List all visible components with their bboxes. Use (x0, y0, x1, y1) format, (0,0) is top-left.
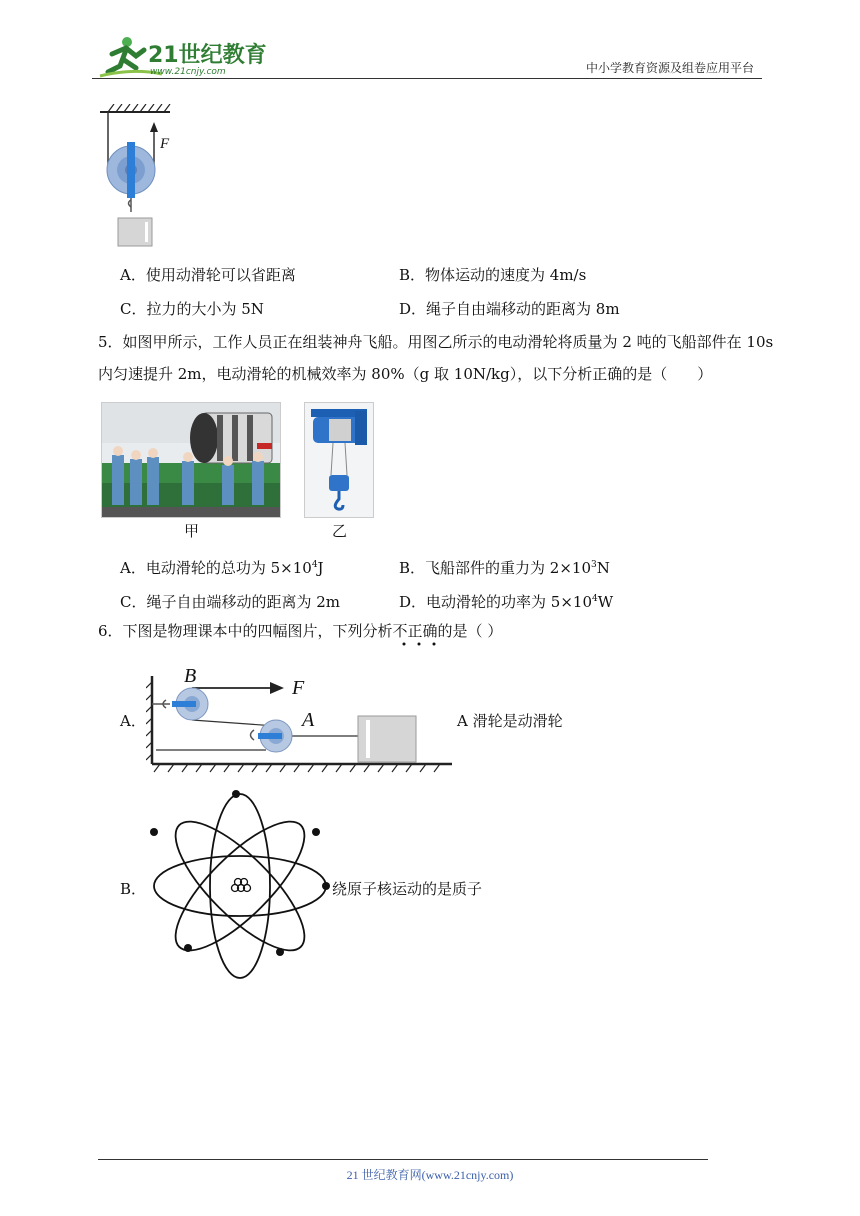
q5-stem-line2: 内匀速提升 2m，电动滑轮的机械效率为 80%（g 取 10N/kg），以下分析正确的是（ ） (98, 365, 713, 383)
q4-force-label: F (160, 136, 170, 152)
q6-force-f-label: F (292, 677, 305, 699)
q4-option-b: B．物体运动的速度为 4m/s (399, 266, 587, 284)
q6-b-label: B． (120, 880, 147, 898)
q5-caption-jia: 甲 (184, 522, 200, 540)
header-divider (92, 78, 762, 79)
q4-pulley-figure (98, 104, 188, 252)
logo-runner-icon (92, 32, 272, 80)
q5-stem-line1: 5．如图甲所示，工作人员正在组装神舟飞船。用图乙所示的电动滑轮将质量为 2 吨的飞船部件在 10s (98, 333, 774, 351)
q6-emphasis-dots (400, 641, 440, 647)
q5-option-c: C．绳子自由端移动的距离为 2m (120, 593, 341, 611)
site-logo (92, 32, 272, 80)
q5-option-d: D．电动滑轮的功率为 $5\times 10^4W$ (399, 593, 614, 611)
q5-caption-yi: 乙 (332, 522, 348, 540)
footer-divider (98, 1159, 708, 1160)
header-platform-text: 中小学教育资源及组卷应用平台 (585, 61, 754, 75)
q5-photo-electric-hoist (304, 402, 374, 518)
q6-a-pulley-diagram (146, 660, 456, 776)
footer-site-link[interactable]: 21 世纪教育网(www.21cnjy.com) (346, 1168, 514, 1182)
q5-option-a: A．电动滑轮的总功为 $5\times 10^4J$ (120, 559, 324, 577)
q6-b-text: 绕原子核运动的是质子 (332, 880, 483, 898)
q5-option-b: B．飞船部件的重力为 $2\times 10^3N$ (399, 559, 610, 577)
q6-b-atom-diagram (146, 788, 332, 984)
svg-text:21世纪教育: 21世纪教育 (148, 43, 267, 68)
q6-a-text: A 滑轮是动滑轮 (457, 712, 563, 730)
q6-a-label: A． (120, 712, 146, 730)
q4-option-c: C．拉力的大小为 5N (120, 300, 264, 318)
q6-pulley-a-label: A (302, 709, 315, 731)
q4-option-d: D．绳子自由端移动的距离为 8m (399, 300, 620, 318)
q4-option-a: A．使用动滑轮可以省距离 (120, 266, 296, 284)
svg-text:www.21cnjy.com: www.21cnjy.com (150, 67, 226, 77)
q6-pulley-b-label: B (184, 665, 197, 687)
q6-stem: 6．下图是物理课本中的四幅图片，下列分析不正确的是（ ） (98, 622, 503, 640)
q5-photo-assembly (101, 402, 281, 518)
